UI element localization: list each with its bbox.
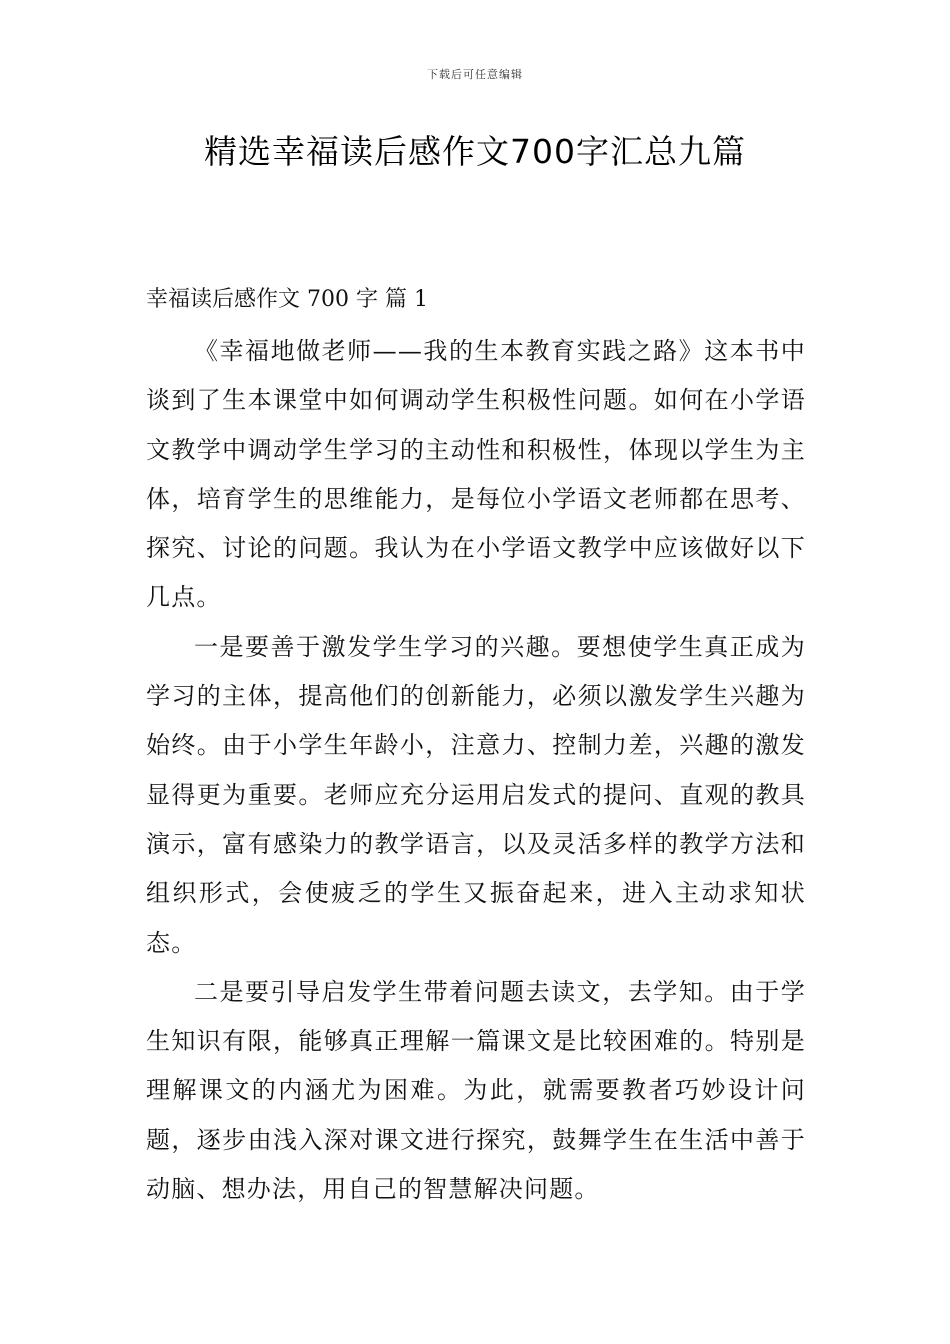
document-title: 精选幸福读后感作文700字汇总九篇	[204, 132, 746, 171]
section-heading: 幸福读后感作文 700 字 篇 1	[146, 287, 428, 312]
paragraph-3: 二是要引导启发学生带着问题去读文，去学知。由于学生知识有限，能够真正理解一篇课文是比较困难的。特别是理解课文的内涵尤为困难。为此，就需要教者巧妙设计问题，逐步由浅入深对课文进行探究，鼓舞学生在生活中善于动脑、想办法，用自己的智慧解决问题。	[146, 977, 806, 1204]
header-note: 下载后可任意编辑	[427, 68, 523, 81]
body-content	[146, 327, 806, 1214]
paragraph-2: 一是要善于激发学生学习的兴趣。要想使学生真正成为学习的主体，提高他们的创新能力，必须以激发学生兴趣为始终。由于小学生年龄小，注意力、控制力差，兴趣的激发显得更为重要。老师应充分运用启发式的提问、直观的教具演示，富有感染力的教学语言，以及灵活多样的教学方法和组织形式，会使疲乏的学生又振奋起来，进入主动求知状态。	[146, 632, 806, 957]
paragraph-1: 《幸福地做老师——我的生本教育实践之路》这本书中谈到了生本课堂中如何调动学生积极性问题。如何在小学语文教学中调动学生学习的主动性和积极性，体现以学生为主体，培育学生的思维能力，是每位小学语文老师都在思考、探究、讨论的问题。我认为在小学语文教学中应该做好以下几点。	[146, 337, 806, 612]
